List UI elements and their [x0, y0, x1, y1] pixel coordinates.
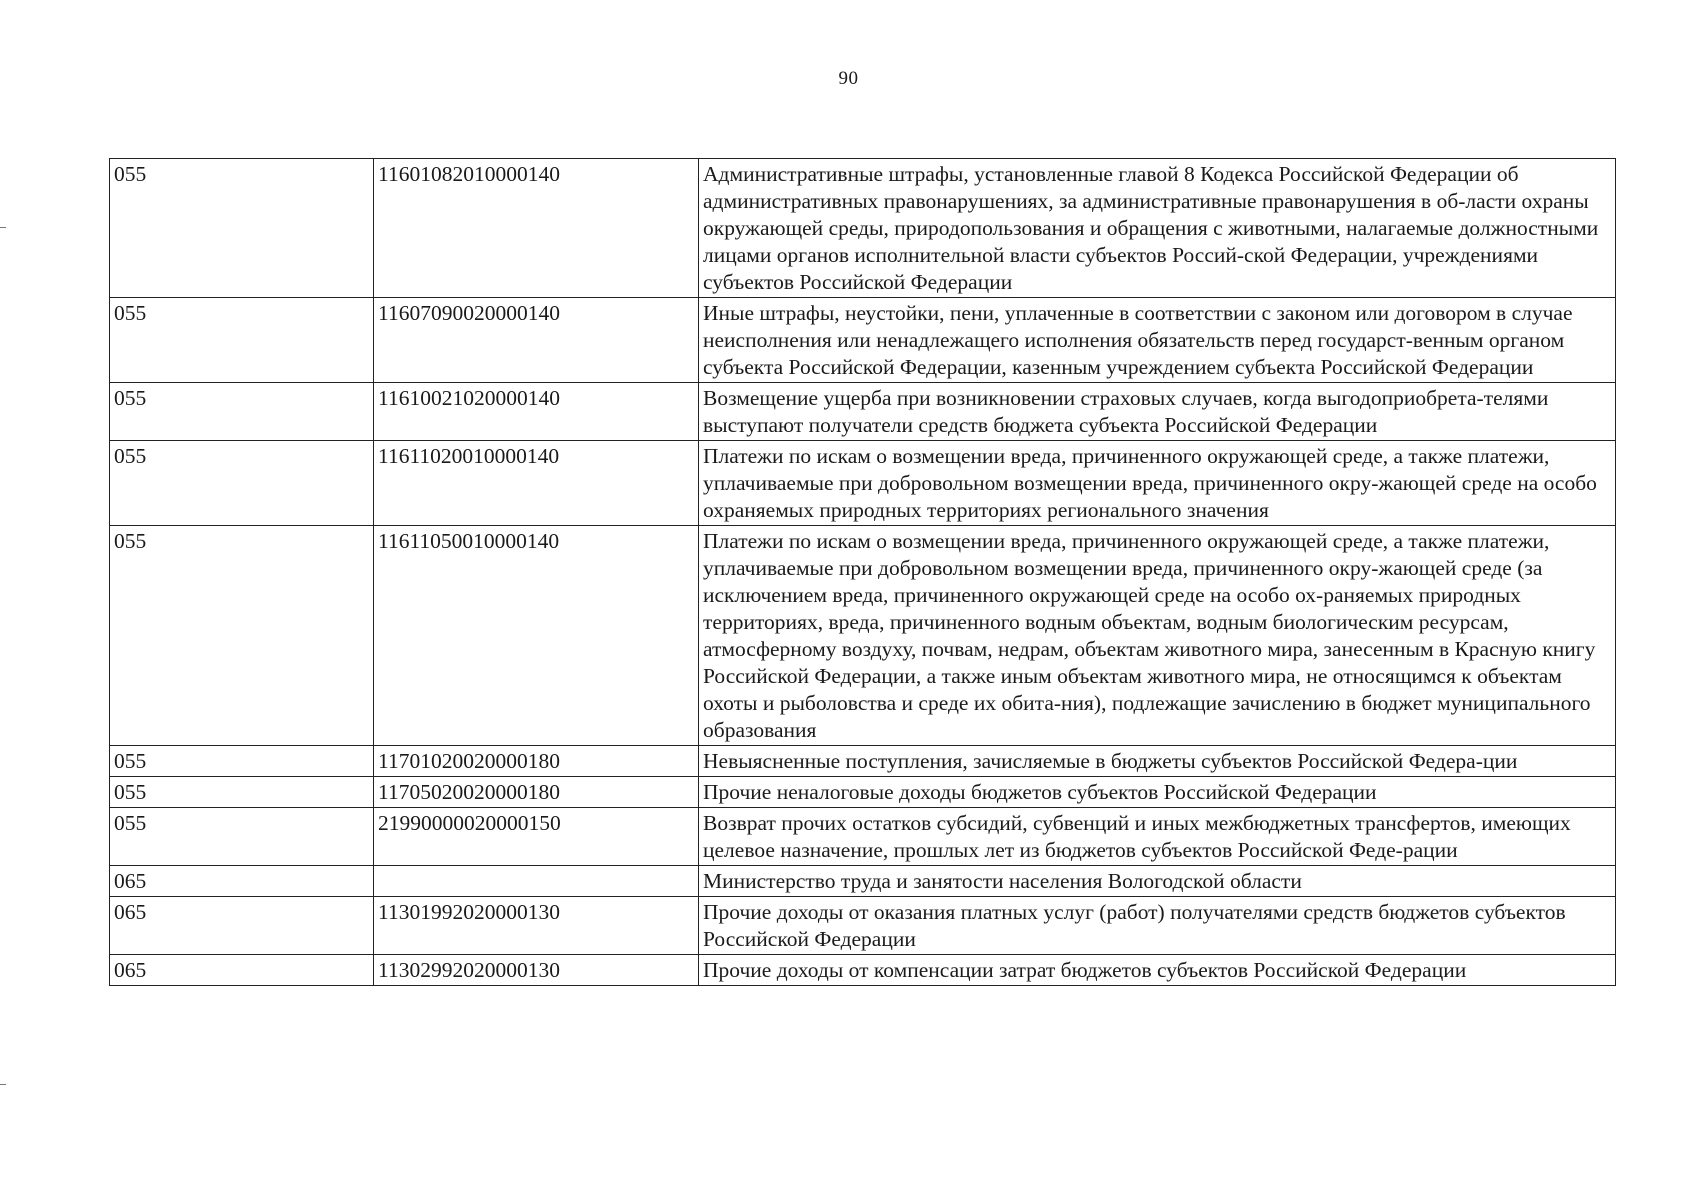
revenue-name-cell: Возврат прочих остатков субсидий, субвенций и иных межбюджетных трансфертов, имеющих целевое назначение, прошлых лет из бюджетов субъектов Российской Феде-рации — [699, 808, 1616, 866]
admin-code-cell: 055 — [110, 746, 374, 777]
revenue-name-cell: Платежи по искам о возмещении вреда, причиненного окружающей среде, а также платежи, уплачиваемые при добровольном возмещении вреда, причиненного окру-жающей среде (за исключением вреда, причиненного окружающей среде на особо ох-раняемых природных территориях, вреда, причиненного водным объектам, водным биологическим ресурсам, атмосферному воздуху, почвам, недрам, объектам животного мира, занесенным в Красную книгу Российской Федерации, а также иным объектам животного мира, не относящимся к объектам охоты и рыболовства и среде их обита-ния), подлежащие зачислению в бюджет муниципального образования — [699, 526, 1616, 746]
admin-code-cell: 055 — [110, 383, 374, 441]
budget-code-cell: 11611050010000140 — [374, 526, 699, 746]
revenue-name-cell: Прочие доходы от компенсации затрат бюджетов субъектов Российской Федерации — [699, 955, 1616, 986]
revenue-name-cell: Прочие доходы от оказания платных услуг (работ) получателями средств бюджетов субъектов Российской Федерации — [699, 897, 1616, 955]
table-row — [110, 298, 1616, 383]
revenue-name-cell: Иные штрафы, неустойки, пени, уплаченные в соответствии с законом или договором в случае неисполнения или ненадлежащего исполнения обязательств перед государст-венным органом субъекта Российской Федерации, казенным учреждением субъекта Российской Федерации — [699, 298, 1616, 383]
table-row — [110, 777, 1616, 808]
budget-code-cell: 21990000020000150 — [374, 808, 699, 866]
table-body — [110, 159, 1616, 986]
budget-code-cell: 11610021020000140 — [374, 383, 699, 441]
admin-code-cell: 055 — [110, 298, 374, 383]
table-row — [110, 897, 1616, 955]
budget-code-cell: 11601082010000140 — [374, 159, 699, 298]
table-row — [110, 383, 1616, 441]
budget-code-cell: 11611020010000140 — [374, 441, 699, 526]
admin-code-cell: 055 — [110, 441, 374, 526]
table-row — [110, 526, 1616, 746]
budget-code-cell: 11705020020000180 — [374, 777, 699, 808]
budget-code-cell — [374, 866, 699, 897]
scan-edge-mark — [0, 227, 6, 228]
budget-code-cell: 11301992020000130 — [374, 897, 699, 955]
admin-code-cell: 065 — [110, 955, 374, 986]
admin-code-cell: 065 — [110, 866, 374, 897]
revenue-name-cell: Министерство труда и занятости населения Вологодской области — [699, 866, 1616, 897]
table-row — [110, 159, 1616, 298]
admin-code-cell: 055 — [110, 159, 374, 298]
table-row — [110, 441, 1616, 526]
table-row — [110, 808, 1616, 866]
revenue-name-cell: Невыясненные поступления, зачисляемые в бюджеты субъектов Российской Федера-ции — [699, 746, 1616, 777]
table-row — [110, 866, 1616, 897]
scan-edge-mark — [0, 1084, 6, 1085]
revenue-name-cell: Платежи по искам о возмещении вреда, причиненного окружающей среде, а также платежи, уплачиваемые при добровольном возмещении вреда, причиненного окру-жающей среде на особо охраняемых природных территориях регионального значения — [699, 441, 1616, 526]
page-number: 90 — [838, 68, 859, 89]
admin-code-cell: 065 — [110, 897, 374, 955]
table-row — [110, 955, 1616, 986]
admin-code-cell: 055 — [110, 777, 374, 808]
revenue-name-cell: Прочие неналоговые доходы бюджетов субъектов Российской Федерации — [699, 777, 1616, 808]
budget-code-cell: 11607090020000140 — [374, 298, 699, 383]
revenue-name-cell: Административные штрафы, установленные главой 8 Кодекса Российской Федерации об административных правонарушениях, за административные правонарушения в об-ласти охраны окружающей среды, природопользования и обращения с животными, налагаемые должностными лицами органов исполнительной власти субъектов Россий-ской Федерации, учреждениями субъектов Российской Федерации — [699, 159, 1616, 298]
admin-code-cell: 055 — [110, 526, 374, 746]
budget-code-cell: 11701020020000180 — [374, 746, 699, 777]
revenue-name-cell: Возмещение ущерба при возникновении страховых случаев, когда выгодоприобрета-телями выступают получатели средств бюджета субъекта Российской Федерации — [699, 383, 1616, 441]
budget-code-cell: 11302992020000130 — [374, 955, 699, 986]
table-row — [110, 746, 1616, 777]
revenue-codes-table — [109, 158, 1616, 986]
admin-code-cell: 055 — [110, 808, 374, 866]
